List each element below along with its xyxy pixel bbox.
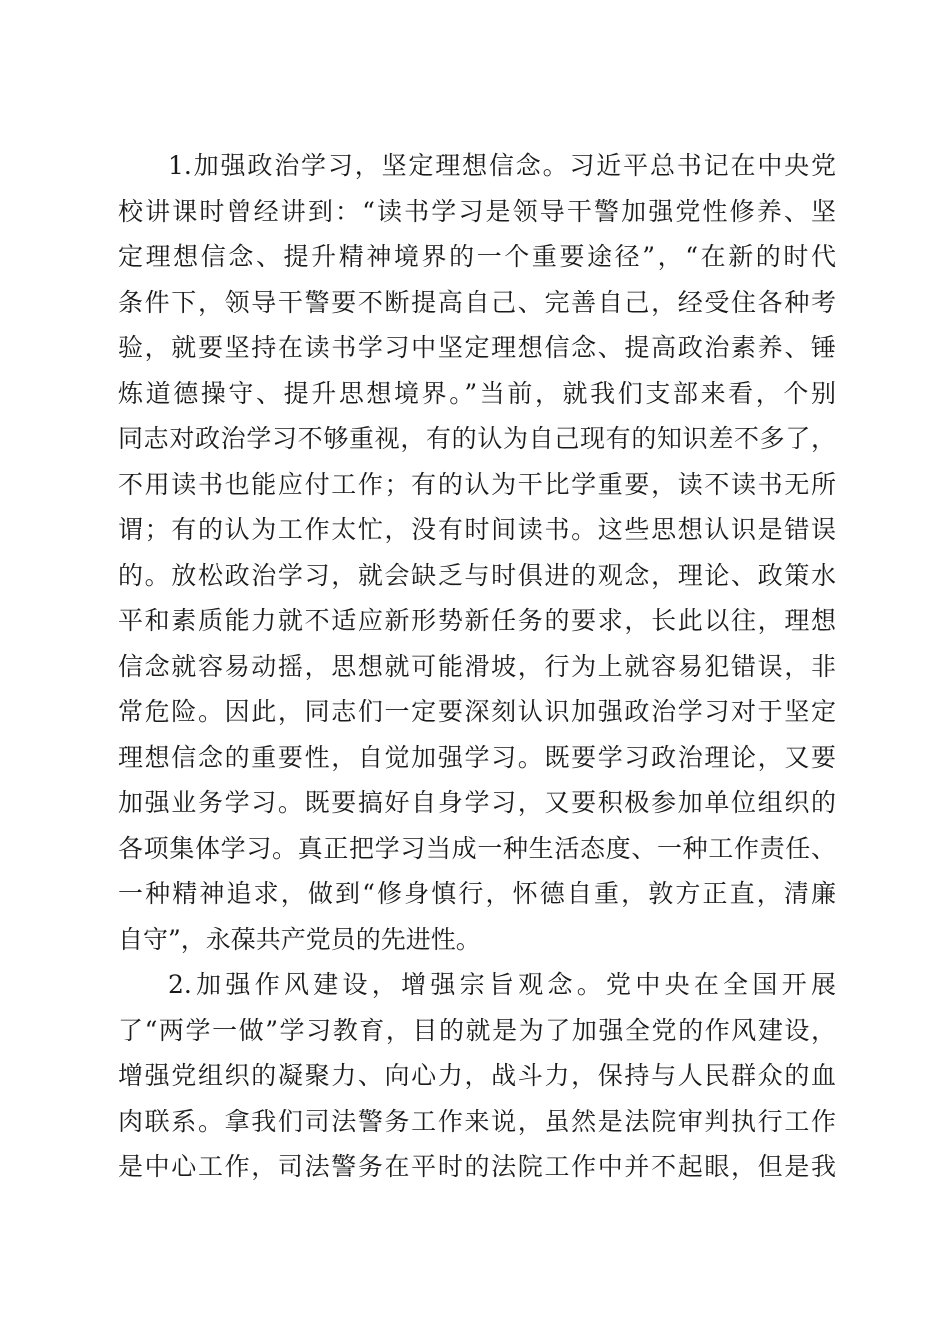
text-line: 同志对政治学习不够重视，有的认为自己现有的知识差不多了，	[118, 424, 836, 453]
text-line: 常危险。因此，同志们一定要深刻认识加强政治学习对于坚定	[118, 697, 836, 726]
text-line: 一种精神追求，做到“修身慎行，怀德自重，敦方正直，清廉	[118, 879, 836, 908]
text-line: 自守”，永葆共产党员的先进性。	[118, 924, 481, 954]
document-body	[118, 143, 836, 1190]
text-line: 各项集体学习。真正把学习当成一种生活态度、一种工作责任、	[118, 833, 836, 863]
text-line: 校讲课时曾经讲到：“读书学习是领导干警加强党性修养、坚	[118, 196, 836, 226]
text-line: 信念就容易动摇，思想就可能滑坡，行为上就容易犯错误，非	[118, 651, 836, 681]
text-line: 炼道德操守、提升思想境界。”当前，就我们支部来看，个别	[118, 378, 836, 408]
text-line: 理想信念的重要性，自觉加强学习。既要学习政治理论，又要	[118, 742, 836, 772]
paragraph-2	[118, 962, 836, 1190]
text-line: 肉联系。拿我们司法警务工作来说，虽然是法院审判执行工作	[118, 1106, 836, 1136]
text-line: 加强业务学习。既要搞好自身学习，又要积极参加单位组织的	[118, 788, 836, 817]
text-line: 谓；有的认为工作太忙，没有时间读书。这些思想认识是错误	[118, 515, 836, 544]
paragraph-1	[118, 143, 836, 962]
text-line: 不用读书也能应付工作；有的认为干比学重要，读不读书无所	[118, 469, 836, 499]
text-line: 是中心工作，司法警务在平时的法院工作中并不起眼，但是我	[118, 1152, 836, 1181]
text-line: 了“两学一做”学习教育，目的就是为了加强全党的作风建设，	[118, 1015, 836, 1045]
text-line: 平和素质能力就不适应新形势新任务的要求，长此以往，理想	[118, 606, 836, 635]
text-line: 增强党组织的凝聚力、向心力，战斗力，保持与人民群众的血	[118, 1061, 836, 1090]
text-line: 的。放松政治学习，就会缺乏与时俱进的观念，理论、政策水	[118, 560, 836, 590]
text-line: 1.加强政治学习，坚定理想信念。习近平总书记在中央党	[168, 151, 836, 180]
text-line: 验，就要坚持在读书学习中坚定理想信念、提高政治素养、锤	[118, 333, 836, 362]
text-line: 定理想信念、提升精神境界的一个重要途径”，“在新的时代	[118, 242, 836, 271]
text-line: 条件下，领导干警要不断提高自己、完善自己，经受住各种考	[118, 287, 836, 317]
text-line: 2.加强作风建设，增强宗旨观念。党中央在全国开展	[168, 970, 836, 999]
